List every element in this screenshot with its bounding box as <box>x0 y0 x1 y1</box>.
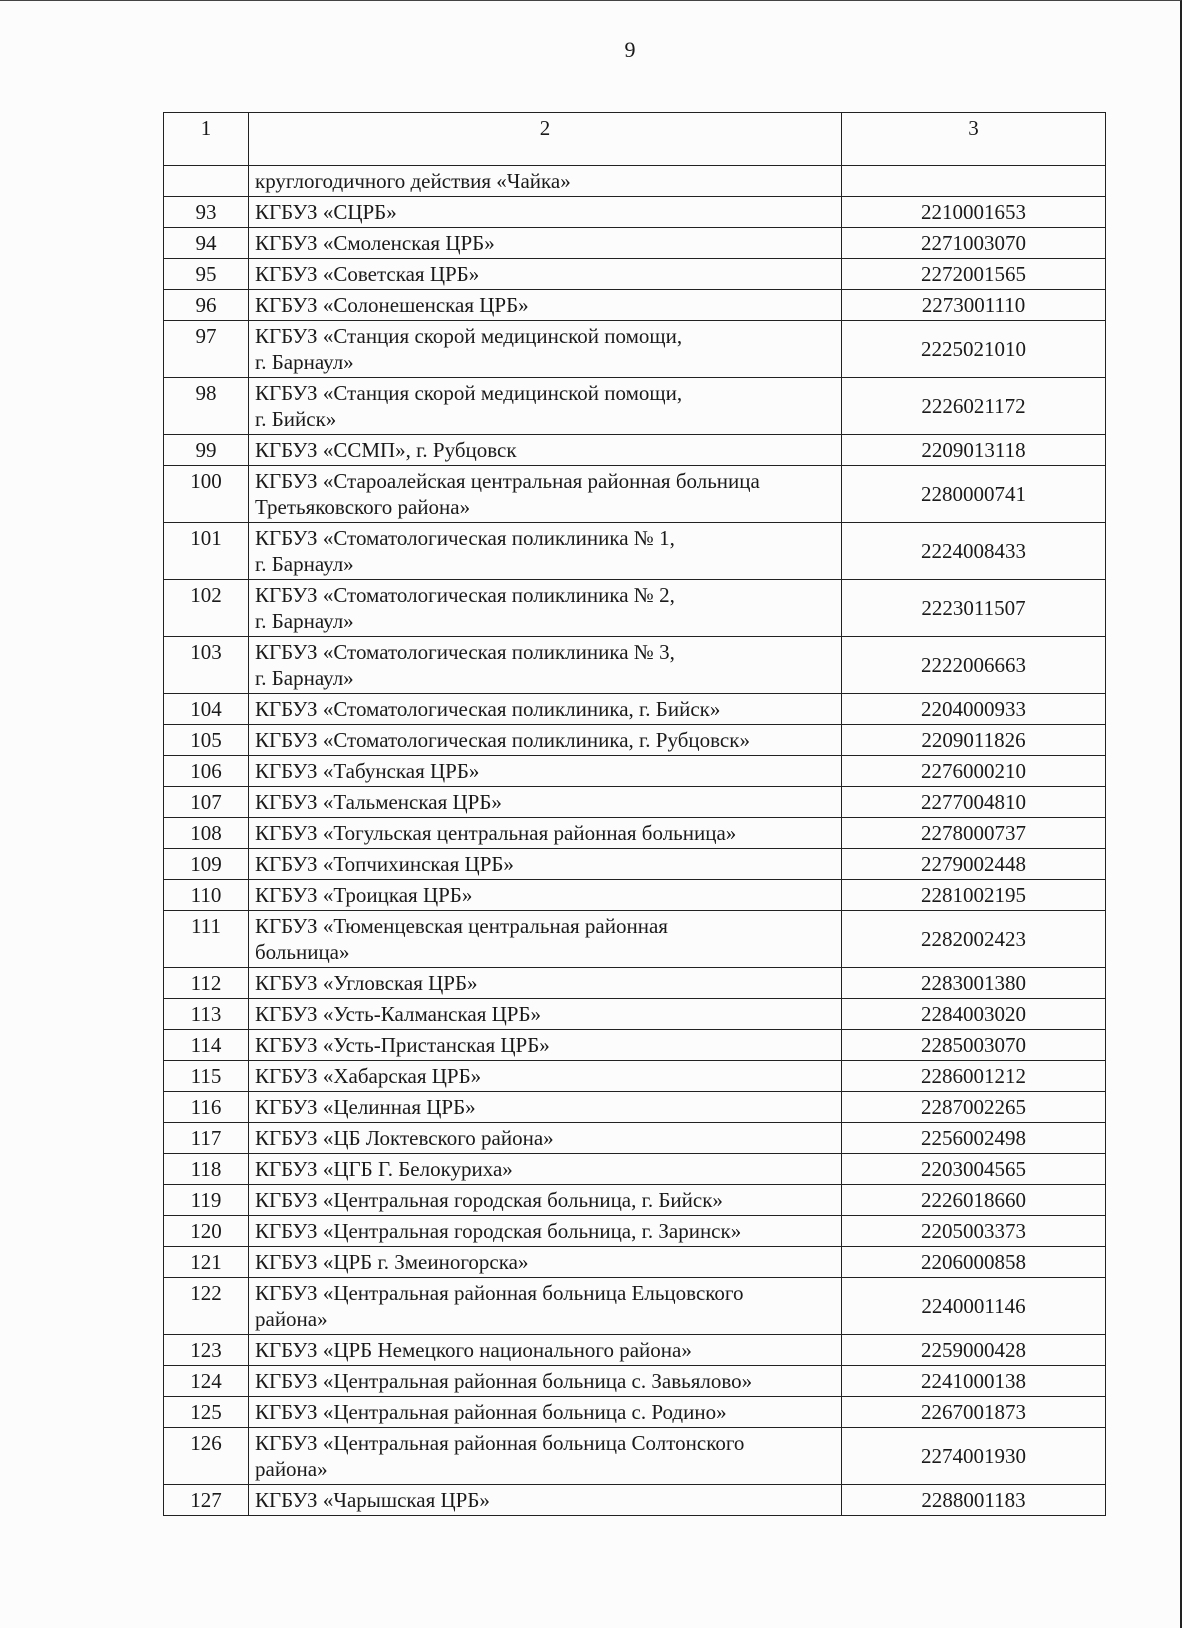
table-row <box>164 1092 1106 1123</box>
table-row <box>164 197 1106 228</box>
cell-organization: КГБУЗ «Станция скорой медицинской помощи, г. Барнаул» <box>249 321 842 378</box>
cell-number: 110 <box>164 880 249 911</box>
cell-organization: КГБУЗ «Станция скорой медицинской помощи, г. Бийск» <box>249 378 842 435</box>
cell-number: 126 <box>164 1428 249 1485</box>
cell-organization: КГБУЗ «ЦРБ г. Змеиногорска» <box>249 1247 842 1278</box>
table-row <box>164 1216 1106 1247</box>
cell-inn: 2256002498 <box>842 1123 1106 1154</box>
cell-inn: 2205003373 <box>842 1216 1106 1247</box>
cell-organization: КГБУЗ «Центральная городская больница, г. Заринск» <box>249 1216 842 1247</box>
cell-number: 113 <box>164 999 249 1030</box>
cell-inn: 2287002265 <box>842 1092 1106 1123</box>
table-row <box>164 818 1106 849</box>
cell-organization: круглогодичного действия «Чайка» <box>249 166 842 197</box>
cell-inn: 2283001380 <box>842 968 1106 999</box>
table-row <box>164 725 1106 756</box>
cell-number: 103 <box>164 637 249 694</box>
cell-organization: КГБУЗ «Советская ЦРБ» <box>249 259 842 290</box>
cell-organization: КГБУЗ «ЦБ Локтевского района» <box>249 1123 842 1154</box>
cell-organization: КГБУЗ «Центральная городская больница, г. Бийск» <box>249 1185 842 1216</box>
cell-inn: 2206000858 <box>842 1247 1106 1278</box>
table-header-row <box>164 113 1106 166</box>
table-row <box>164 968 1106 999</box>
cell-organization: КГБУЗ «Усть-Калманская ЦРБ» <box>249 999 842 1030</box>
cell-organization: КГБУЗ «СЦРБ» <box>249 197 842 228</box>
table-row <box>164 787 1106 818</box>
cell-organization: КГБУЗ «Тальменская ЦРБ» <box>249 787 842 818</box>
cell-inn: 2241000138 <box>842 1366 1106 1397</box>
table-row <box>164 290 1106 321</box>
cell-number: 98 <box>164 378 249 435</box>
cell-inn: 2274001930 <box>842 1428 1106 1485</box>
table-row <box>164 1247 1106 1278</box>
cell-number: 117 <box>164 1123 249 1154</box>
cell-number: 114 <box>164 1030 249 1061</box>
cell-organization: КГБУЗ «ЦРБ Немецкого национального района» <box>249 1335 842 1366</box>
cell-organization: КГБУЗ «Троицкая ЦРБ» <box>249 880 842 911</box>
cell-number: 106 <box>164 756 249 787</box>
cell-number: 121 <box>164 1247 249 1278</box>
cell-organization: КГБУЗ «Стоматологическая поликлиника, г. Рубцовск» <box>249 725 842 756</box>
cell-inn: 2279002448 <box>842 849 1106 880</box>
cell-number: 100 <box>164 466 249 523</box>
cell-inn: 2224008433 <box>842 523 1106 580</box>
table-row-continuation <box>164 166 1106 197</box>
table-row <box>164 999 1106 1030</box>
cell-number: 108 <box>164 818 249 849</box>
cell-inn: 2277004810 <box>842 787 1106 818</box>
table-row <box>164 435 1106 466</box>
cell-organization: КГБУЗ «Топчихинская ЦРБ» <box>249 849 842 880</box>
cell-inn: 2226018660 <box>842 1185 1106 1216</box>
registry-table <box>163 112 1106 1516</box>
table-row <box>164 637 1106 694</box>
cell-number: 97 <box>164 321 249 378</box>
table-row <box>164 880 1106 911</box>
cell-organization: КГБУЗ «Стоматологическая поликлиника № 1, г. Барнаул» <box>249 523 842 580</box>
cell-organization: КГБУЗ «Стоматологическая поликлиника, г. Бийск» <box>249 694 842 725</box>
cell-number: 101 <box>164 523 249 580</box>
cell-inn: 2209011826 <box>842 725 1106 756</box>
cell-inn: 2222006663 <box>842 637 1106 694</box>
cell-number: 107 <box>164 787 249 818</box>
cell-organization: КГБУЗ «Староалейская центральная районная больница Третьяковского района» <box>249 466 842 523</box>
table-row <box>164 1366 1106 1397</box>
cell-inn: 2267001873 <box>842 1397 1106 1428</box>
cell-inn: 2203004565 <box>842 1154 1106 1185</box>
cell-inn: 2286001212 <box>842 1061 1106 1092</box>
cell-number: 118 <box>164 1154 249 1185</box>
cell-organization: КГБУЗ «Смоленская ЦРБ» <box>249 228 842 259</box>
cell-inn: 2209013118 <box>842 435 1106 466</box>
cell-number: 123 <box>164 1335 249 1366</box>
cell-inn: 2282002423 <box>842 911 1106 968</box>
cell-organization: КГБУЗ «Стоматологическая поликлиника № 2, г. Барнаул» <box>249 580 842 637</box>
table-row <box>164 694 1106 725</box>
page-number: 9 <box>624 37 636 62</box>
cell-inn: 2284003020 <box>842 999 1106 1030</box>
cell-number: 102 <box>164 580 249 637</box>
cell-inn: 2271003070 <box>842 228 1106 259</box>
cell-number: 120 <box>164 1216 249 1247</box>
table-row <box>164 1335 1106 1366</box>
cell-inn: 2280000741 <box>842 466 1106 523</box>
cell-inn: 2276000210 <box>842 756 1106 787</box>
cell-number <box>164 166 249 197</box>
table-row <box>164 1185 1106 1216</box>
cell-number: 122 <box>164 1278 249 1335</box>
cell-organization: КГБУЗ «Целинная ЦРБ» <box>249 1092 842 1123</box>
cell-number: 125 <box>164 1397 249 1428</box>
cell-organization: КГБУЗ «Угловская ЦРБ» <box>249 968 842 999</box>
table-row <box>164 1154 1106 1185</box>
cell-organization: КГБУЗ «Стоматологическая поликлиника № 3, г. Барнаул» <box>249 637 842 694</box>
cell-number: 111 <box>164 911 249 968</box>
cell-number: 112 <box>164 968 249 999</box>
cell-organization: КГБУЗ «Центральная районная больница с. Родино» <box>249 1397 842 1428</box>
table-row <box>164 378 1106 435</box>
table-row <box>164 580 1106 637</box>
cell-inn: 2225021010 <box>842 321 1106 378</box>
table-row <box>164 1485 1106 1516</box>
cell-number: 119 <box>164 1185 249 1216</box>
cell-number: 93 <box>164 197 249 228</box>
table-row <box>164 1123 1106 1154</box>
cell-number: 104 <box>164 694 249 725</box>
cell-organization: КГБУЗ «ЦГБ Г. Белокуриха» <box>249 1154 842 1185</box>
cell-number: 109 <box>164 849 249 880</box>
cell-organization: КГБУЗ «ССМП», г. Рубцовск <box>249 435 842 466</box>
table-row <box>164 466 1106 523</box>
table-row <box>164 259 1106 290</box>
cell-inn: 2285003070 <box>842 1030 1106 1061</box>
table-row <box>164 911 1106 968</box>
cell-inn: 2288001183 <box>842 1485 1106 1516</box>
cell-organization: КГБУЗ «Хабарская ЦРБ» <box>249 1061 842 1092</box>
cell-inn: 2281002195 <box>842 880 1106 911</box>
cell-number: 115 <box>164 1061 249 1092</box>
cell-number: 105 <box>164 725 249 756</box>
cell-inn: 2273001110 <box>842 290 1106 321</box>
cell-organization: КГБУЗ «Тогульская центральная районная больница» <box>249 818 842 849</box>
cell-inn: 2259000428 <box>842 1335 1106 1366</box>
table-row <box>164 523 1106 580</box>
cell-organization: КГБУЗ «Центральная районная больница Ельцовского района» <box>249 1278 842 1335</box>
table-row <box>164 849 1106 880</box>
table-row <box>164 228 1106 259</box>
cell-number: 96 <box>164 290 249 321</box>
cell-inn: 2210001653 <box>842 197 1106 228</box>
cell-inn: 2240001146 <box>842 1278 1106 1335</box>
header-col-3: 3 <box>842 113 1106 166</box>
cell-number: 95 <box>164 259 249 290</box>
cell-number: 94 <box>164 228 249 259</box>
cell-number: 99 <box>164 435 249 466</box>
table-row <box>164 1061 1106 1092</box>
cell-inn: 2226021172 <box>842 378 1106 435</box>
header-col-2: 2 <box>249 113 842 166</box>
cell-organization: КГБУЗ «Солонешенская ЦРБ» <box>249 290 842 321</box>
table-row <box>164 1278 1106 1335</box>
cell-organization: КГБУЗ «Чарышская ЦРБ» <box>249 1485 842 1516</box>
cell-number: 124 <box>164 1366 249 1397</box>
cell-inn: 2278000737 <box>842 818 1106 849</box>
cell-organization: КГБУЗ «Табунская ЦРБ» <box>249 756 842 787</box>
cell-organization: КГБУЗ «Тюменцевская центральная районная больница» <box>249 911 842 968</box>
cell-inn: 2272001565 <box>842 259 1106 290</box>
cell-organization: КГБУЗ «Центральная районная больница Солтонского района» <box>249 1428 842 1485</box>
cell-organization: КГБУЗ «Центральная районная больница с. Завьялово» <box>249 1366 842 1397</box>
cell-number: 116 <box>164 1092 249 1123</box>
cell-inn: 2223011507 <box>842 580 1106 637</box>
table-row <box>164 1428 1106 1485</box>
header-col-1: 1 <box>164 113 249 166</box>
table-row <box>164 321 1106 378</box>
cell-inn <box>842 166 1106 197</box>
cell-number: 127 <box>164 1485 249 1516</box>
table-row <box>164 1030 1106 1061</box>
table-row <box>164 756 1106 787</box>
cell-organization: КГБУЗ «Усть-Пристанская ЦРБ» <box>249 1030 842 1061</box>
cell-inn: 2204000933 <box>842 694 1106 725</box>
table-row <box>164 1397 1106 1428</box>
